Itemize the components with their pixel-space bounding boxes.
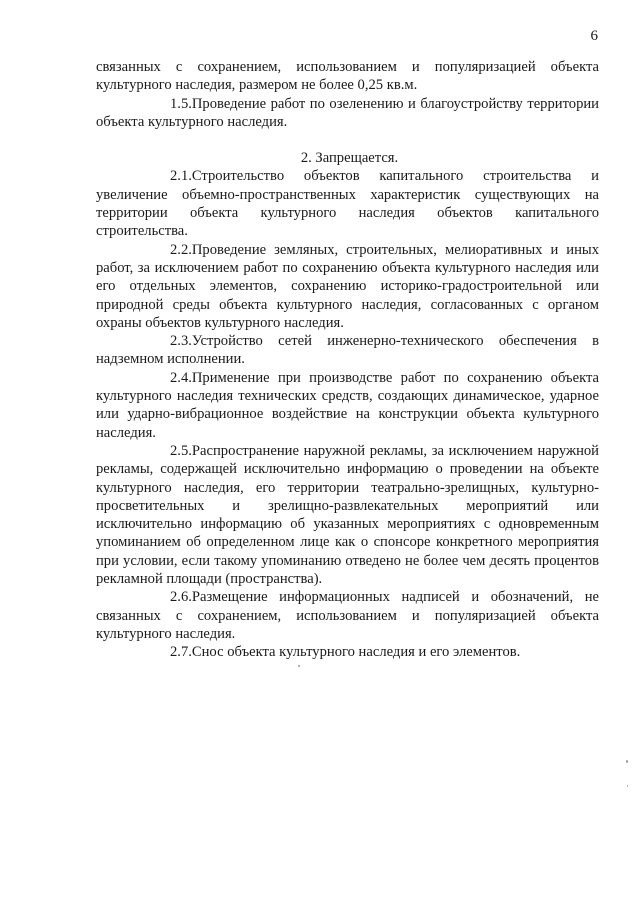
paragraph-number: 2.7. — [170, 644, 192, 661]
paragraph-number: 2.4. — [170, 369, 192, 386]
paragraph-text: Размещение информационных надписей и обозначений, не связанных с сохранением, использованием и популяризацией объекта культурного наследия. — [96, 589, 599, 642]
paragraph-2-2 — [96, 241, 599, 332]
scan-speck — [627, 785, 628, 787]
paragraph-text: Снос объекта культурного наследия и его элементов. — [191, 644, 521, 661]
paragraph-number: 2.5. — [170, 442, 192, 459]
scan-speck — [298, 665, 300, 667]
paragraph-number: 2.6. — [170, 589, 192, 606]
paragraph-1-5 — [96, 95, 599, 132]
paragraph-2-3 — [96, 332, 599, 369]
paragraph-number: 2.1. — [170, 168, 192, 185]
paragraph-number: 2.3. — [170, 333, 192, 350]
paragraph-number: 2.2. — [170, 241, 192, 258]
paragraph-text: Строительство объектов капитального строительства и увеличение объемно-пространственных характеристик существующих на территории объекта культурного наследия объектов капитального строительства. — [96, 168, 599, 240]
paragraph-2-7 — [96, 643, 599, 661]
paragraph-text: Применение при производстве работ по сохранению объекта культурного наследия технических средств, создающих динамическое, ударное или ударно-вибрационное воздействие на конструкции объекта культурного наследия. — [96, 369, 599, 441]
paragraph-2-5 — [96, 442, 599, 588]
document-body — [96, 58, 599, 662]
paragraph-text: Проведение земляных, строительных, мелиоративных и иных работ, за исключением работ по сохранению объекта культурного наследия или его отдельных элементов, сохранению историко-градостроительной или природной среды объекта культурного наследия, согласованных с органом охраны объектов культурного наследия. — [96, 241, 599, 331]
scan-speck — [626, 760, 628, 763]
paragraph-2-1 — [96, 167, 599, 240]
paragraph-text: Устройство сетей инженерно-технического обеспечения в надземном исполнении. — [96, 333, 599, 368]
paragraph-text: Проведение работ по озеленению и благоустройству территории объекта культурного наследия. — [96, 95, 599, 130]
page-number: 6 — [590, 28, 598, 44]
section-heading: 2. Запрещается. — [300, 150, 399, 167]
paragraph-text: Распространение наружной рекламы, за исключением наружной рекламы, содержащей исключительно информацию о проведении на объекте культурного наследия, его территории театрально-зрелищных, культурно-просветительных и зрелищно-развлекательных мероприятий или исключительно информацию об указанных мероприятиях с одновременным упоминанием об определенном лице как о спонсоре конкретного мероприятия при условии, если такому упоминанию отведено не более чем десять процентов рекламной площади (пространства). — [96, 442, 599, 588]
paragraph-number: 1.5. — [170, 95, 192, 112]
paragraph-2-4 — [96, 369, 599, 442]
paragraph-2-6 — [96, 588, 599, 643]
paragraph-1-4-continuation: связанных с сохранением, использованием и популяризацией объекта культурного наследия, размером не более 0,25 кв.м. — [96, 59, 599, 94]
